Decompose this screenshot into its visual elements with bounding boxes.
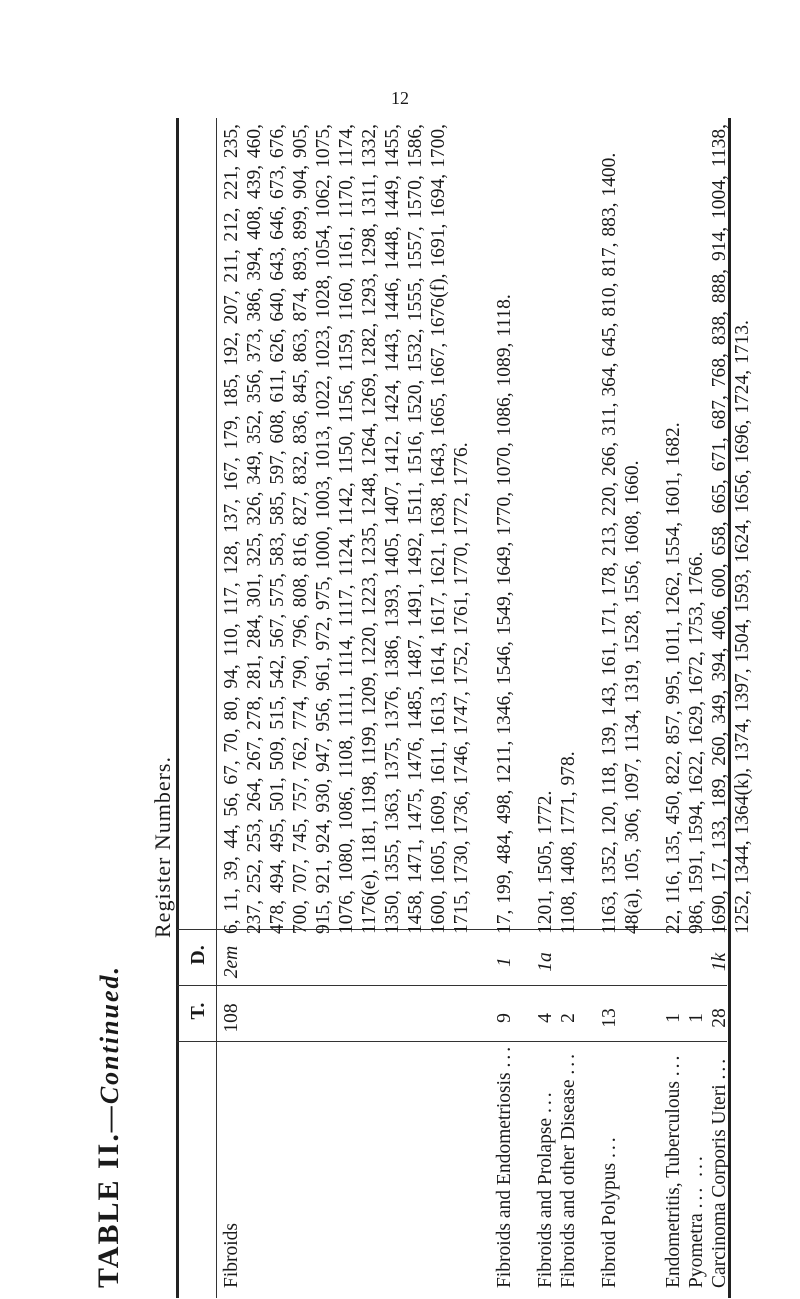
row-d: 1k [709,952,730,972]
row-t: 1 [686,1013,707,1023]
table-row [708,118,754,1298]
row-name: Fibroids and other Disease ... [558,1050,579,1288]
column-header-t: T. [187,1002,209,1020]
row-numbers: 1201, 1505, 1772. [535,790,556,934]
table-row [685,118,708,1298]
row-name: Pyometra ... ... [686,1153,707,1288]
rotated-table [92,118,753,1298]
row-name: Fibroids and Prolapse ... [535,1089,556,1288]
column-header-d: D. [187,945,209,965]
row-d: 1a [535,952,556,972]
row-name: Fibroids [221,1222,242,1288]
header-rule [216,118,217,1298]
row-t: 9 [494,1013,515,1023]
row-t: 108 [221,1003,242,1033]
page-number: 12 [391,88,409,108]
row-numbers: 1690, 17, 133, 189, 260, 349, 394, 406, 600, 658, 665, 671, 687, 768, 838, 888, 914, 1004, 1138, 1252, 1344, 1364(k), 1374, 1397, 1504, 1593, 1624, 1656, 1696, 1724, 1713. [709,124,753,934]
table-row [598,118,621,1298]
row-numbers: 1163, 1352, 120, 118, 139, 143, 161, 171, 178, 213, 220, 266, 311, 364, 645, 810, 817, 883, 1400. [599,152,620,934]
table-title [92,964,126,1288]
row-t: 2 [558,1013,579,1023]
row-numbers: 22, 116, 135, 450, 822, 857, 995, 1011, 1262, 1554, 1601, 1682. [663,422,684,934]
row-numbers: 986, 1591, 1594, 1622, 1629, 1672, 1753, 1766. [686,551,707,934]
row-t: 28 [709,1008,730,1028]
table-row [493,118,516,1298]
row-numbers: 17, 199, 484, 498, 1211, 1346, 1546, 1549, 1649, 1770, 1070, 1086, 1089, 1118. [494,294,515,934]
row-t: 1 [663,1013,684,1023]
row-name: Carcinoma Corporis Uteri ... [709,1055,730,1288]
table-row [662,118,685,1298]
row-t: 13 [599,1008,620,1028]
row-t: 4 [535,1013,556,1023]
table-row [621,118,644,1298]
table-title-continued: —Continued. [95,964,124,1133]
top-rule [176,118,179,1298]
row-name: Fibroid Polypus ... [599,1134,620,1288]
row-d: 1 [494,957,515,967]
table-row [557,118,580,1298]
table-row [220,118,473,1298]
row-name: Endometritis, Tuberculous ... [663,1052,684,1288]
rotated-table-container [92,118,753,1298]
table-body [220,118,754,1298]
row-d: 2em [221,945,242,979]
row-name: Fibroids and Endometriosis ... [494,1043,515,1288]
table-heading: Register Numbers. [150,756,175,938]
table-row [534,118,557,1298]
row-numbers: 6, 11, 39, 44, 56, 67, 70, 80, 94, 110, 117, 128, 137, 167, 179, 185, 192, 207, 211, 212, 221, 235, 237, 252, 253, 264, 267, 278, 281, 284, 301, 325, 326, 349, 352, 356, 373, 386, 394, 408, 439, 460, 478, 494, 495, 501, 509, 515, 542, 567, 575, 583, 585, 597, 608, 611, 626, 640, 643, 646, 673, 676, 700, 707, 745, 757, 762, 774, 790, 796, 808, 816, 827, 832, 836, 845, 863, 874, 893, 899, 904, 905, 915, 921, 924, 930, 947, 956, 961, 972, 975, 1000, 1003, 1013, 1022, 1023, 1028, 1054, 1062, 1075, 1076, 1080, 1086, 1108, 1111, 1114, 1117, 1124, 1142, 1150, 1156, 1159, 1160, 1161, 1170, 1174, 1176(e), 1181, 1198, 1199, 1209, 1220, 1223, 1235, 1248, 1264, 1269, 1282, 1293, 1298, 1311, 1332, 1350, 1355, 1363, 1375, 1376, 1386, 1393, 1405, 1407, 1412, 1424, 1443, 1446, 1448, 1449, 1455, 1458, 1471, 1475, 1476, 1485, 1487, 1491, 1492, 1511, 1516, 1520, 1532, 1555, 1557, 1570, 1586, 1600, 1605, 1609, 1611, 1613, 1614, 1617, 1621, 1638, 1643, 1665, 1667, 1676(f), 1691, 1694, 1700, 1715, 1730, 1736, 1746, 1747, 1752, 1761, 1770, 1772, 1776. [221,124,472,934]
table-title-main: TABLE II. [92,1132,125,1288]
row-numbers: 1108, 1408, 1771, 978. [558,751,579,934]
row-numbers: 48(a), 105, 306, 1097, 1134, 1319, 1528, 1556, 1608, 1660. [622,460,643,934]
